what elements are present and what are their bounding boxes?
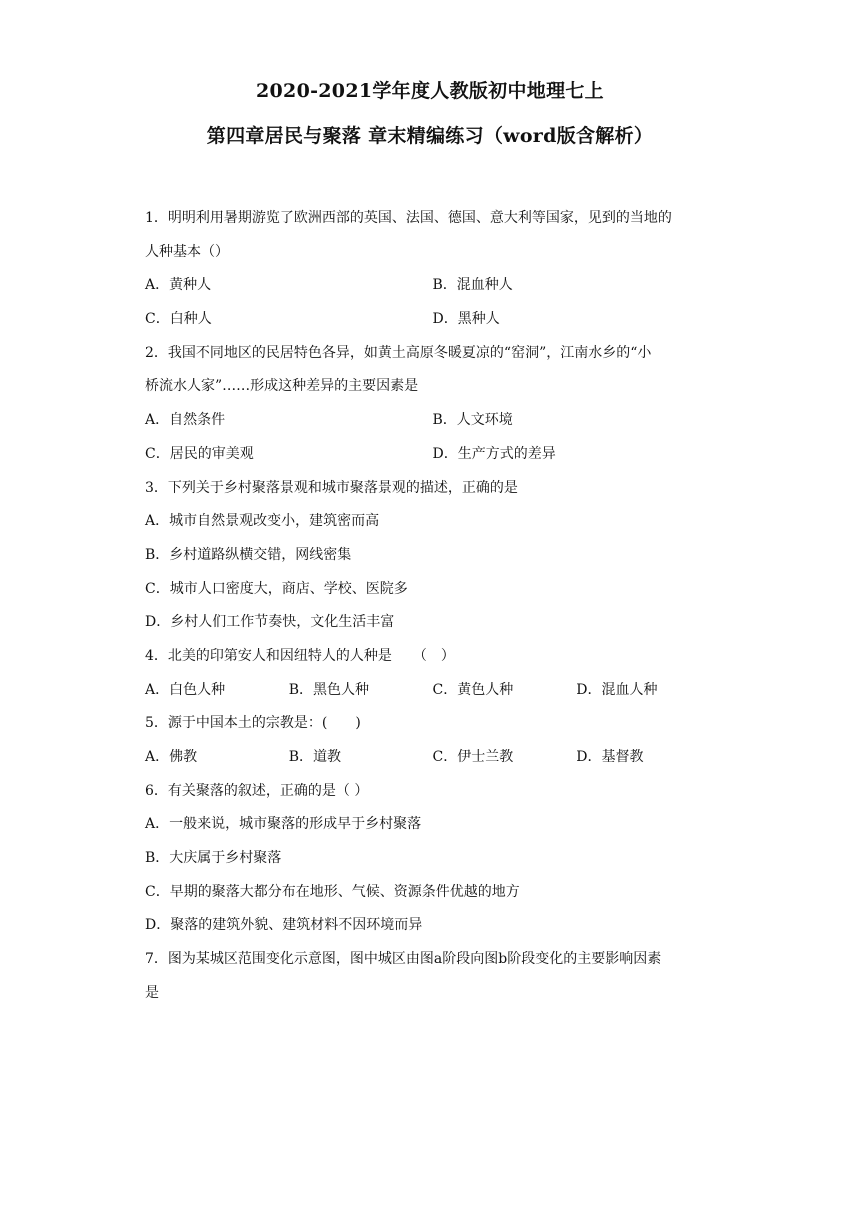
- option-d: D．聚落的建筑外貌、建筑材料不因环境而异: [145, 917, 423, 934]
- option-a: A．城市自然景观改变小，建筑密而高: [145, 513, 380, 530]
- option-a: A．佛教: [145, 749, 198, 765]
- option-d: D．黑种人: [432, 311, 500, 328]
- option-c: C．城市人口密度大，商店、学校、医院多: [145, 580, 408, 597]
- question-4-stem: 4．北美的印第安人和因纽特人的人种是 （ ）: [145, 647, 455, 664]
- question-4-options-row: [145, 674, 720, 708]
- option-c: C．伊士兰教: [432, 749, 514, 765]
- question-2-stem-cont: 桥流水人家”……形成这种差异的主要因素是: [145, 378, 419, 395]
- question-5-stem: 5．源于中国本土的宗教是：( ): [145, 715, 361, 732]
- option-d: D．乡村人们工作节奏快，文化生活丰富: [145, 614, 395, 631]
- question-7-stem-cont: 是: [145, 984, 159, 1001]
- question-6-stem: 6．有关聚落的叙述，正确的是（ ）: [145, 782, 369, 799]
- option-b: B．黑色人种: [288, 681, 370, 698]
- document-title: 2020-2021学年度人教版初中地理七上: [256, 80, 604, 102]
- option-c: C．黄色人种: [432, 681, 514, 698]
- option-b: B．人文环境: [432, 412, 513, 429]
- question-list: [145, 202, 720, 1011]
- question-7-stem: 7．图为某城区范围变化示意图，图中城区由图a阶段向图b阶段变化的主要影响因素: [145, 951, 662, 968]
- question-2-options-row: [145, 404, 720, 438]
- question-2-stem: 2．我国不同地区的民居特色各异，如黄土高原冬暖夏凉的“窑洞”，江南水乡的“小: [145, 344, 652, 361]
- document-subtitle: 第四章居民与聚落 章末精编练习（word版含解析）: [206, 125, 654, 147]
- option-c: C．早期的聚落大都分布在地形、气候、资源条件优越的地方: [145, 883, 520, 900]
- option-d: D．基督教: [576, 749, 644, 765]
- question-2-options-row: [145, 438, 720, 472]
- question-1-options-row: [145, 269, 720, 303]
- option-a: A．白色人种: [145, 681, 226, 698]
- question-1-stem: 1．明明利用暑期游览了欧洲西部的英国、法国、德国、意大利等国家，见到的当地的: [145, 210, 672, 226]
- option-a: A．一般来说，城市聚落的形成早于乡村聚落: [145, 816, 422, 833]
- option-b: B．大庆属于乡村聚落: [145, 850, 282, 867]
- question-3-stem: 3．下列关于乡村聚落景观和城市聚落景观的描述，正确的是: [145, 479, 518, 496]
- question-1-options-row: [145, 303, 720, 337]
- option-c: C．白种人: [145, 311, 212, 328]
- question-5-options-row: [145, 741, 720, 775]
- question-1-stem-cont: 人种基本（）: [145, 243, 229, 260]
- option-b: B．道教: [288, 749, 342, 765]
- option-a: A．自然条件: [145, 412, 226, 429]
- option-b: B．混血种人: [432, 277, 513, 294]
- option-b: B．乡村道路纵横交错，网线密集: [145, 546, 352, 563]
- option-d: D．混血人种: [576, 681, 658, 698]
- option-c: C．居民的审美观: [145, 445, 254, 462]
- option-a: A．黄种人: [145, 277, 212, 294]
- option-d: D．生产方式的差异: [432, 445, 556, 462]
